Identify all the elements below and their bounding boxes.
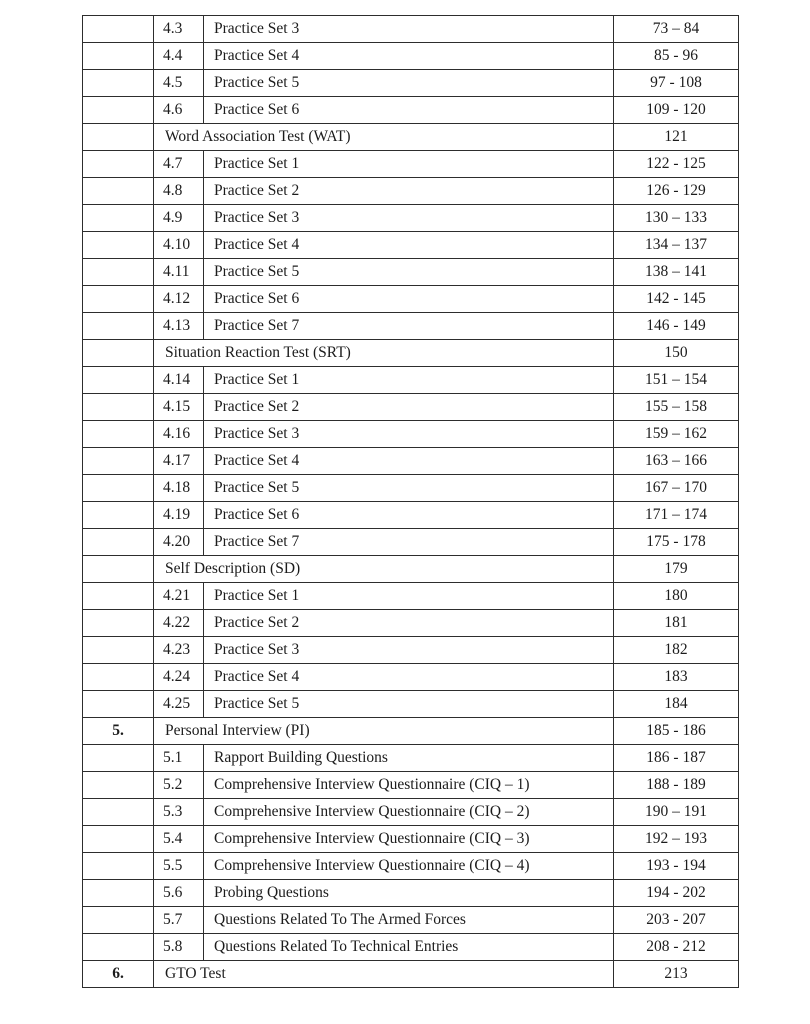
toc-item-row — [83, 772, 739, 799]
section-title-cell: Word Association Test (WAT) — [154, 124, 614, 151]
chapter-number-cell — [83, 880, 154, 907]
chapter-number-cell — [83, 637, 154, 664]
item-title-cell: Practice Set 6 — [204, 97, 614, 124]
sub-number-cell: 4.21 — [154, 583, 204, 610]
page-range-cell: 213 — [614, 961, 739, 988]
page-range-cell: 185 - 186 — [614, 718, 739, 745]
item-title-cell: Practice Set 2 — [204, 178, 614, 205]
sub-number-cell: 4.20 — [154, 529, 204, 556]
page-range-cell: 85 - 96 — [614, 43, 739, 70]
toc-item-row — [83, 286, 739, 313]
toc-item-row — [83, 745, 739, 772]
page-range-cell: 109 - 120 — [614, 97, 739, 124]
page-range-cell: 97 - 108 — [614, 70, 739, 97]
toc-item-row — [83, 232, 739, 259]
toc-item-row — [83, 178, 739, 205]
page-range-cell: 134 – 137 — [614, 232, 739, 259]
toc-item-row — [83, 475, 739, 502]
page-range-cell: 181 — [614, 610, 739, 637]
page-range-cell: 184 — [614, 691, 739, 718]
sub-number-cell: 4.24 — [154, 664, 204, 691]
page-range-cell: 150 — [614, 340, 739, 367]
toc-item-row — [83, 664, 739, 691]
chapter-number-cell — [83, 394, 154, 421]
page-range-cell: 175 - 178 — [614, 529, 739, 556]
chapter-number-cell — [83, 70, 154, 97]
chapter-number-cell — [83, 259, 154, 286]
section-title-cell: Personal Interview (PI) — [154, 718, 614, 745]
page-range-cell: 208 - 212 — [614, 934, 739, 961]
chapter-number-cell — [83, 691, 154, 718]
sub-number-cell: 4.11 — [154, 259, 204, 286]
page-range-cell: 159 – 162 — [614, 421, 739, 448]
chapter-number-cell — [83, 205, 154, 232]
chapter-number-cell — [83, 448, 154, 475]
sub-number-cell: 4.8 — [154, 178, 204, 205]
toc-item-row — [83, 907, 739, 934]
item-title-cell: Practice Set 5 — [204, 259, 614, 286]
sub-number-cell: 4.12 — [154, 286, 204, 313]
item-title-cell: Practice Set 4 — [204, 232, 614, 259]
sub-number-cell: 4.16 — [154, 421, 204, 448]
page-range-cell: 142 - 145 — [614, 286, 739, 313]
section-title-cell: GTO Test — [154, 961, 614, 988]
toc-section-row — [83, 340, 739, 367]
toc-section-row — [83, 718, 739, 745]
sub-number-cell: 4.5 — [154, 70, 204, 97]
chapter-number-cell: 6. — [83, 961, 154, 988]
sub-number-cell: 4.19 — [154, 502, 204, 529]
page-range-cell: 180 — [614, 583, 739, 610]
section-title-cell: Situation Reaction Test (SRT) — [154, 340, 614, 367]
page-range-cell: 193 - 194 — [614, 853, 739, 880]
chapter-number-cell — [83, 97, 154, 124]
chapter-number-cell — [83, 340, 154, 367]
chapter-number-cell: 5. — [83, 718, 154, 745]
toc-item-row — [83, 394, 739, 421]
toc-item-row — [83, 43, 739, 70]
page-range-cell: 138 – 141 — [614, 259, 739, 286]
toc-section-row — [83, 124, 739, 151]
page-range-cell: 167 – 170 — [614, 475, 739, 502]
toc-table-body — [83, 16, 739, 988]
toc-item-row — [83, 934, 739, 961]
chapter-number-cell — [83, 529, 154, 556]
page-range-cell: 73 – 84 — [614, 16, 739, 43]
sub-number-cell: 4.15 — [154, 394, 204, 421]
item-title-cell: Practice Set 4 — [204, 664, 614, 691]
item-title-cell: Practice Set 4 — [204, 43, 614, 70]
sub-number-cell: 4.3 — [154, 16, 204, 43]
sub-number-cell: 4.10 — [154, 232, 204, 259]
toc-section-row — [83, 556, 739, 583]
toc-item-row — [83, 583, 739, 610]
item-title-cell: Practice Set 5 — [204, 70, 614, 97]
chapter-number-cell — [83, 151, 154, 178]
item-title-cell: Comprehensive Interview Questionnaire (CIQ – 4) — [204, 853, 614, 880]
sub-number-cell: 4.18 — [154, 475, 204, 502]
toc-item-row — [83, 826, 739, 853]
toc-item-row — [83, 151, 739, 178]
chapter-number-cell — [83, 772, 154, 799]
sub-number-cell: 4.13 — [154, 313, 204, 340]
page-range-cell: 171 – 174 — [614, 502, 739, 529]
toc-item-row — [83, 16, 739, 43]
chapter-number-cell — [83, 475, 154, 502]
toc-item-row — [83, 691, 739, 718]
chapter-number-cell — [83, 610, 154, 637]
sub-number-cell: 5.6 — [154, 880, 204, 907]
toc-item-row — [83, 367, 739, 394]
item-title-cell: Practice Set 6 — [204, 286, 614, 313]
chapter-number-cell — [83, 556, 154, 583]
item-title-cell: Practice Set 3 — [204, 205, 614, 232]
item-title-cell: Practice Set 5 — [204, 691, 614, 718]
chapter-number-cell — [83, 178, 154, 205]
toc-item-row — [83, 448, 739, 475]
item-title-cell: Practice Set 1 — [204, 367, 614, 394]
chapter-number-cell — [83, 313, 154, 340]
item-title-cell: Practice Set 3 — [204, 421, 614, 448]
item-title-cell: Practice Set 1 — [204, 583, 614, 610]
chapter-number-cell — [83, 853, 154, 880]
sub-number-cell: 5.1 — [154, 745, 204, 772]
item-title-cell: Questions Related To The Armed Forces — [204, 907, 614, 934]
page-range-cell: 190 – 191 — [614, 799, 739, 826]
toc-item-row — [83, 70, 739, 97]
toc-item-row — [83, 313, 739, 340]
item-title-cell: Practice Set 2 — [204, 610, 614, 637]
page-range-cell: 163 – 166 — [614, 448, 739, 475]
page-range-cell: 183 — [614, 664, 739, 691]
page-range-cell: 122 - 125 — [614, 151, 739, 178]
chapter-number-cell — [83, 16, 154, 43]
toc-item-row — [83, 205, 739, 232]
item-title-cell: Questions Related To Technical Entries — [204, 934, 614, 961]
chapter-number-cell — [83, 232, 154, 259]
item-title-cell: Rapport Building Questions — [204, 745, 614, 772]
sub-number-cell: 4.9 — [154, 205, 204, 232]
item-title-cell: Practice Set 7 — [204, 529, 614, 556]
toc-item-row — [83, 799, 739, 826]
chapter-number-cell — [83, 934, 154, 961]
item-title-cell: Practice Set 1 — [204, 151, 614, 178]
sub-number-cell: 4.4 — [154, 43, 204, 70]
toc-item-row — [83, 529, 739, 556]
item-title-cell: Practice Set 2 — [204, 394, 614, 421]
chapter-number-cell — [83, 367, 154, 394]
sub-number-cell: 4.17 — [154, 448, 204, 475]
sub-number-cell: 4.25 — [154, 691, 204, 718]
chapter-number-cell — [83, 826, 154, 853]
page-range-cell: 203 - 207 — [614, 907, 739, 934]
toc-item-row — [83, 259, 739, 286]
sub-number-cell: 5.2 — [154, 772, 204, 799]
chapter-number-cell — [83, 664, 154, 691]
chapter-number-cell — [83, 745, 154, 772]
sub-number-cell: 5.8 — [154, 934, 204, 961]
toc-item-row — [83, 421, 739, 448]
chapter-number-cell — [83, 421, 154, 448]
sub-number-cell: 5.4 — [154, 826, 204, 853]
sub-number-cell: 4.14 — [154, 367, 204, 394]
toc-item-row — [83, 853, 739, 880]
sub-number-cell: 4.23 — [154, 637, 204, 664]
page-range-cell: 151 – 154 — [614, 367, 739, 394]
page-range-cell: 192 – 193 — [614, 826, 739, 853]
sub-number-cell: 5.3 — [154, 799, 204, 826]
item-title-cell: Practice Set 3 — [204, 637, 614, 664]
page-range-cell: 121 — [614, 124, 739, 151]
toc-item-row — [83, 637, 739, 664]
page-range-cell: 130 – 133 — [614, 205, 739, 232]
sub-number-cell: 4.7 — [154, 151, 204, 178]
page-range-cell: 155 – 158 — [614, 394, 739, 421]
page-range-cell: 194 - 202 — [614, 880, 739, 907]
item-title-cell: Comprehensive Interview Questionnaire (CIQ – 2) — [204, 799, 614, 826]
toc-item-row — [83, 97, 739, 124]
item-title-cell: Practice Set 7 — [204, 313, 614, 340]
item-title-cell: Practice Set 3 — [204, 16, 614, 43]
page-range-cell: 188 - 189 — [614, 772, 739, 799]
toc-section-row — [83, 961, 739, 988]
chapter-number-cell — [83, 799, 154, 826]
page-range-cell: 182 — [614, 637, 739, 664]
chapter-number-cell — [83, 286, 154, 313]
sub-number-cell: 5.5 — [154, 853, 204, 880]
toc-item-row — [83, 610, 739, 637]
sub-number-cell: 4.22 — [154, 610, 204, 637]
chapter-number-cell — [83, 907, 154, 934]
section-title-cell: Self Description (SD) — [154, 556, 614, 583]
item-title-cell: Probing Questions — [204, 880, 614, 907]
sub-number-cell: 5.7 — [154, 907, 204, 934]
sub-number-cell: 4.6 — [154, 97, 204, 124]
toc-item-row — [83, 880, 739, 907]
chapter-number-cell — [83, 502, 154, 529]
page-range-cell: 186 - 187 — [614, 745, 739, 772]
item-title-cell: Comprehensive Interview Questionnaire (CIQ – 1) — [204, 772, 614, 799]
chapter-number-cell — [83, 124, 154, 151]
chapter-number-cell — [83, 43, 154, 70]
toc-table — [82, 15, 739, 988]
item-title-cell: Practice Set 4 — [204, 448, 614, 475]
item-title-cell: Comprehensive Interview Questionnaire (CIQ – 3) — [204, 826, 614, 853]
toc-item-row — [83, 502, 739, 529]
item-title-cell: Practice Set 6 — [204, 502, 614, 529]
item-title-cell: Practice Set 5 — [204, 475, 614, 502]
chapter-number-cell — [83, 583, 154, 610]
page-range-cell: 126 - 129 — [614, 178, 739, 205]
page-range-cell: 146 - 149 — [614, 313, 739, 340]
page-range-cell: 179 — [614, 556, 739, 583]
